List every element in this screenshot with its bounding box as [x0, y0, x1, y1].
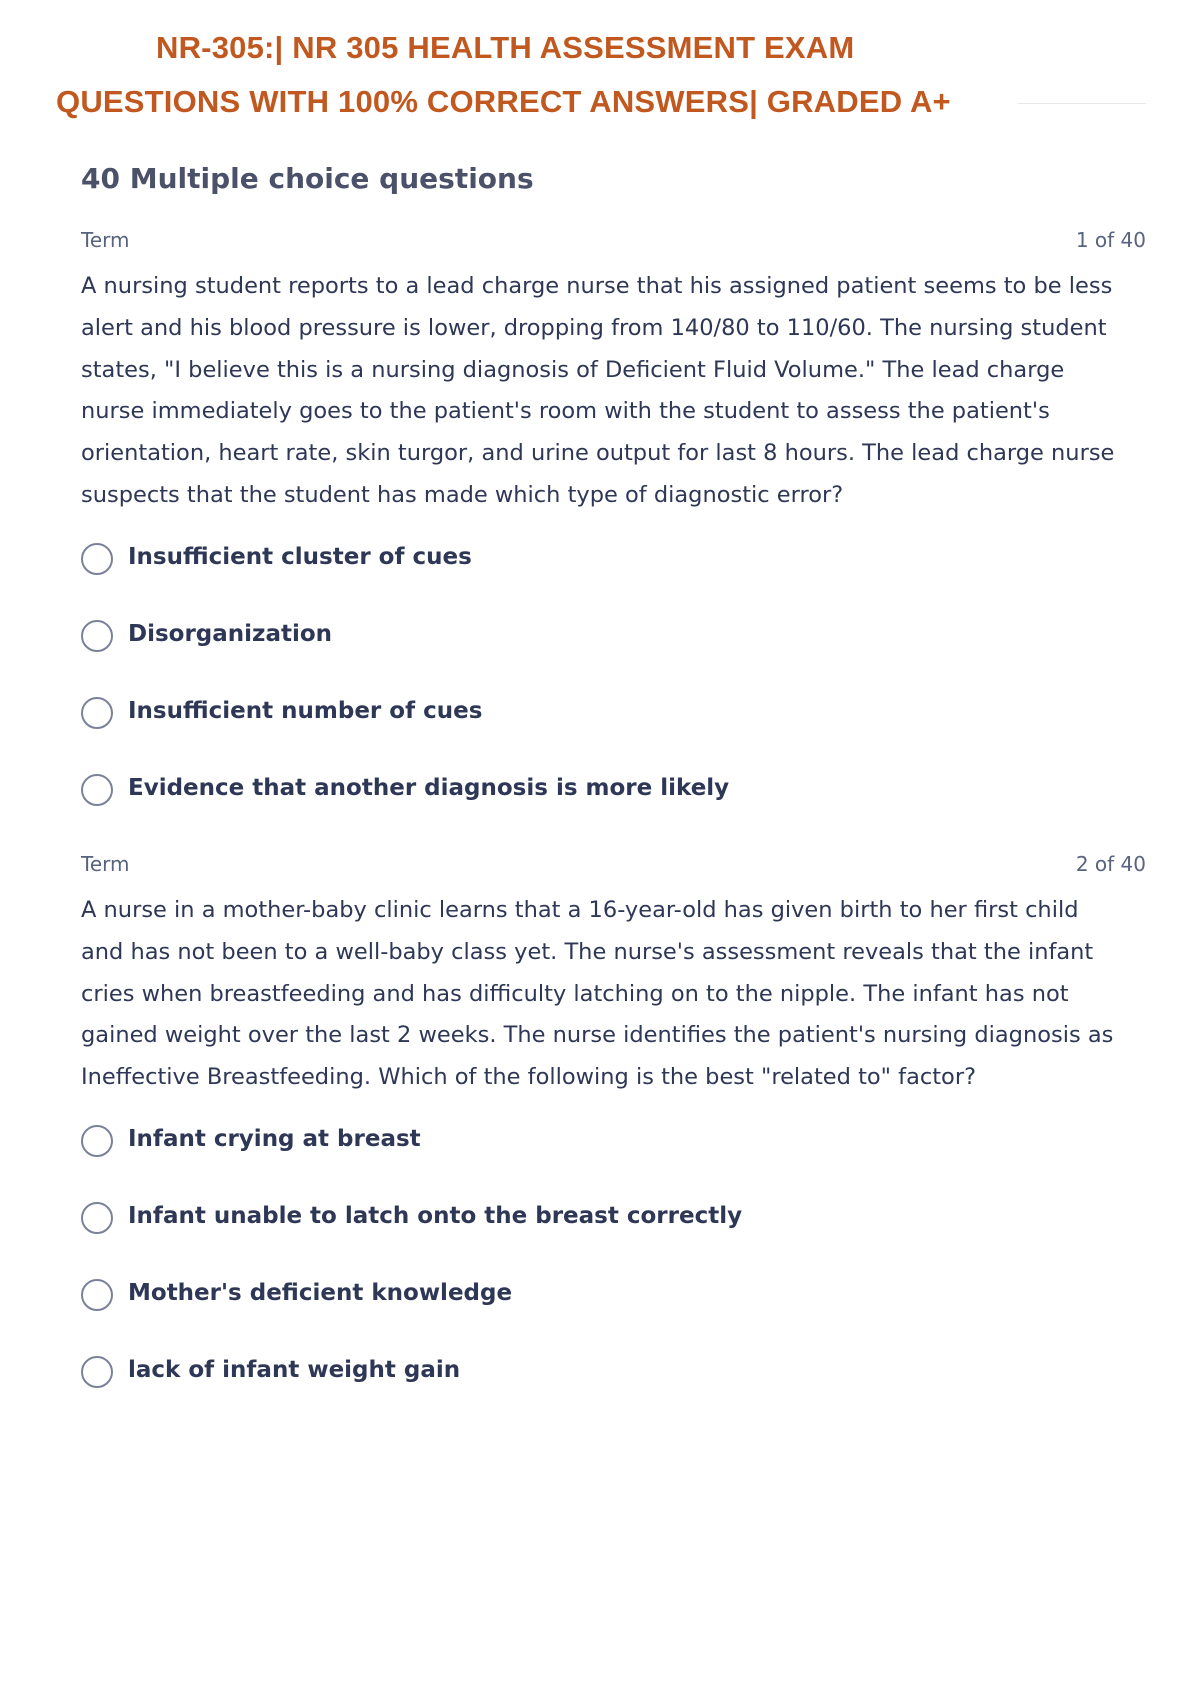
question-text: A nurse in a mother-baby clinic learns that a 16-year-old has given birth to her first child and has not been to a well-baby class yet. The nurse's assessment reveals that the infant cries when breastfeeding and has difficulty latching on to the nipple. The infant has not gained weight over the last 2 weeks. The nurse identifies the patient's nursing diagnosis as Ineffective Breastfeeding. Which of the following is the best "related to" factor? — [81, 897, 1114, 1091]
radio-button-icon[interactable] — [81, 1125, 113, 1157]
question-card-2 — [81, 852, 1146, 1427]
answer-option[interactable] — [81, 1350, 1146, 1427]
answer-option-label: Infant unable to latch onto the breast correctly — [128, 1202, 743, 1229]
answer-option[interactable] — [81, 537, 1146, 614]
radio-button-icon[interactable] — [81, 697, 113, 729]
answer-option-label: Mother's deficient knowledge — [128, 1279, 513, 1306]
term-header — [81, 852, 1146, 882]
radio-button-icon[interactable] — [81, 543, 113, 575]
radio-button-icon[interactable] — [81, 620, 113, 652]
term-label: Term — [81, 852, 130, 876]
answer-option[interactable] — [81, 614, 1146, 691]
answer-option-label: Infant crying at breast — [128, 1125, 421, 1152]
answer-option[interactable] — [81, 1273, 1146, 1350]
title-divider — [1018, 103, 1146, 104]
answer-options — [81, 1119, 1146, 1427]
answer-option-label: Evidence that another diagnosis is more likely — [128, 774, 730, 801]
answer-options — [81, 537, 1146, 845]
document-title-line-1: NR-305:| NR 305 HEALTH ASSESSMENT EXAM — [156, 30, 855, 65]
document-title-line-2: QUESTIONS WITH 100% CORRECT ANSWERS| GRADED A+ — [56, 84, 951, 119]
answer-option-label: Insufficient cluster of cues — [128, 543, 472, 570]
question-card-1 — [81, 228, 1146, 845]
radio-button-icon[interactable] — [81, 1202, 113, 1234]
radio-button-icon[interactable] — [81, 774, 113, 806]
answer-option-label: lack of infant weight gain — [128, 1356, 461, 1383]
answer-option[interactable] — [81, 1196, 1146, 1273]
answer-option[interactable] — [81, 768, 1146, 845]
answer-option[interactable] — [81, 1119, 1146, 1196]
answer-option-label: Insufficient number of cues — [128, 697, 483, 724]
radio-button-icon[interactable] — [81, 1356, 113, 1388]
term-label: Term — [81, 228, 130, 252]
question-counter: 2 of 40 — [1075, 852, 1146, 876]
answer-option-label: Disorganization — [128, 620, 333, 647]
section-heading: 40 Multiple choice questions — [81, 162, 534, 195]
answer-option[interactable] — [81, 691, 1146, 768]
question-text: A nursing student reports to a lead charge nurse that his assigned patient seems to be less alert and his blood pressure is lower, dropping from 140/80 to 110/60. The nursing student states, "I believe this is a nursing diagnosis of Deficient Fluid Volume." The lead charge nurse immediately goes to the patient's room with the student to assess the patient's orientation, heart rate, skin turgor, and urine output for last 8 hours. The lead charge nurse suspects that the student has made which type of diagnostic error? — [81, 273, 1115, 508]
radio-button-icon[interactable] — [81, 1279, 113, 1311]
question-counter: 1 of 40 — [1075, 228, 1146, 252]
term-header — [81, 228, 1146, 258]
